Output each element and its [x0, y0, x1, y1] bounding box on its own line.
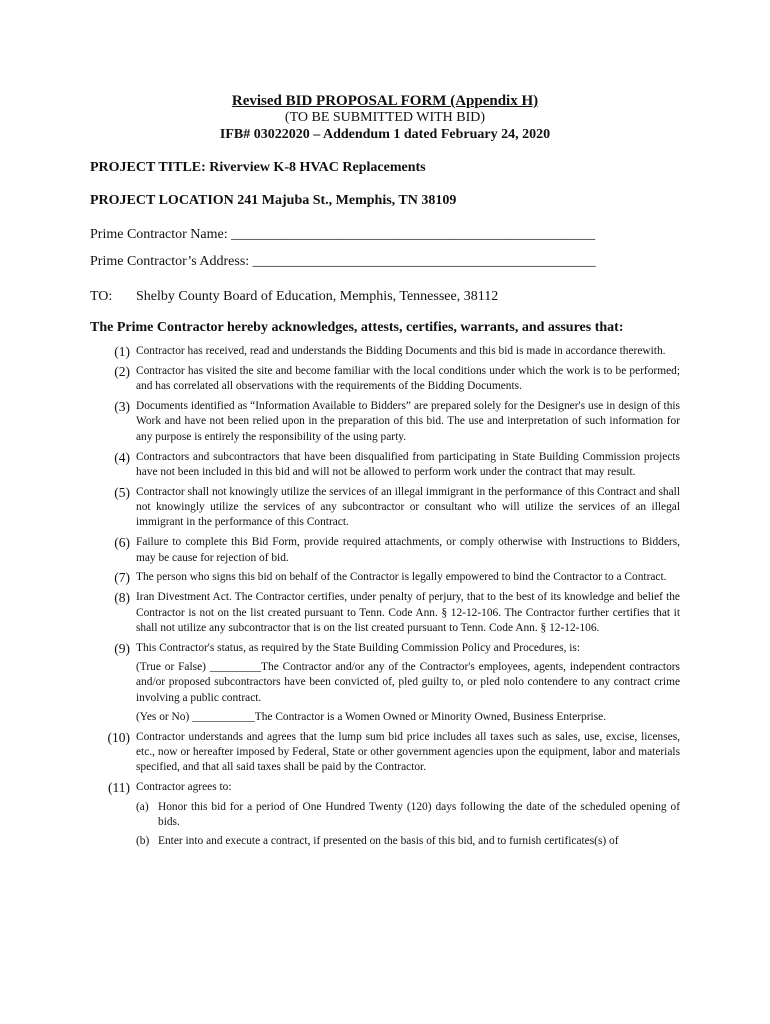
- item-number: (2): [114, 363, 130, 379]
- list-item: [90, 485, 680, 531]
- list-item: [90, 535, 680, 566]
- sub-item: [136, 834, 680, 849]
- to-recipient: Shelby County Board of Education, Memphis, Tennessee, 38112: [136, 289, 499, 304]
- item-text: Failure to complete this Bid Form, provide required attachments, or comply otherwise with Instructions to Bidders, may be cause for rejection of bid.: [136, 536, 680, 564]
- item-number: (5): [114, 484, 130, 500]
- item-number: (1): [114, 344, 130, 359]
- terms-list: [90, 344, 680, 854]
- sub-item-letter: (b): [136, 835, 150, 848]
- item-text: Documents identified as “Information Available to Bidders” are prepared solely for the Designer's use in design of this Work and have not been relied upon in the preparation of this bid. The use and interpretation of such information for any purpose is entirely the responsibility of the using party.: [136, 400, 680, 443]
- list-item: [90, 570, 680, 585]
- form-title: Revised BID PROPOSAL FORM (Appendix H): [231, 93, 539, 109]
- list-item: [90, 730, 680, 776]
- item-number: (3): [114, 399, 130, 415]
- list-item: [90, 399, 680, 445]
- sub-item-text: Enter into and execute a contract, if presented on the basis of this bid, and to furnish certificates(s) of: [158, 835, 619, 848]
- sub-item-text: Honor this bid for a period of One Hundred Twenty (120) days following the date of the scheduled opening of bids.: [158, 800, 680, 828]
- item-text: Contractor understands and agrees that the lump sum bid price includes all taxes such as sales, use, excise, licenses, etc., now or hereafter imposed by Federal, State or other government agencies upon the equipment, labor and materials specified, and that all said taxes shall be paid by the Contractor.: [136, 730, 680, 774]
- list-item: [90, 450, 680, 481]
- item-text: Contractor has visited the site and become familiar with the local conditions under which the work is to be performed; and has correlated all observations with the requirements of the Bidding Documents.: [136, 364, 680, 393]
- item-text: Contractors and subcontractors that have been disqualified from participating in State Building Commission projects have not been included in this bid and will not be allowed to perform work under the contract that may result.: [136, 450, 680, 478]
- status-true-false-text: (True or False) _________The Contractor and/or any of the Contractor's employees, agents, independent contractors and/or proposed subcontractors have been convicted of, pled guilty to, or pled nolo contendere to any contract crime involving a public contract.: [136, 661, 680, 704]
- project-title: PROJECT TITLE: Riverview K-8 HVAC Replacements: [90, 160, 426, 175]
- item-number: (10): [107, 729, 130, 745]
- list-item: [90, 641, 680, 725]
- list-item: [90, 344, 680, 359]
- item-text: Contractor has received, read and understands the Bidding Documents and this bid is made in accordance therewith.: [136, 345, 666, 357]
- form-subtitle: (TO BE SUBMITTED WITH BID): [284, 110, 486, 125]
- contractor-address-field: Prime Contractor’s Address: _________________________________________________: [90, 254, 596, 269]
- to-label: TO:: [90, 289, 113, 304]
- list-item: [90, 590, 680, 636]
- item-number: (6): [114, 535, 130, 551]
- item-number: (11): [108, 780, 130, 796]
- sub-item-letter: (a): [136, 800, 149, 813]
- item-number: (4): [114, 449, 130, 465]
- item-text: This Contractor's status, as required by the State Building Commission Policy and Procedures, is:: [136, 641, 581, 654]
- status-yes-no-text: (Yes or No) ___________The Contractor is a Women Owned or Minority Owned, Business Enterprise.: [136, 710, 607, 723]
- sub-item: [136, 800, 680, 831]
- list-item: [90, 780, 680, 849]
- item-text: Iran Divestment Act. The Contractor certifies, under penalty of perjury, that to the best of its knowledge and belief the Contractor is not on the list created pursuant to Tenn. Code Ann. § 12-12-106. The Contractor further certifies that it shall not utilize any subcontractor that is on the list created pursuant to Tenn. Code Ann. § 12-12-106.: [136, 591, 680, 634]
- item-number: (8): [114, 590, 130, 606]
- ifb-line: IFB# 03022020 – Addendum 1 dated February 24, 2020: [219, 127, 551, 142]
- item-text: The person who signs this bid on behalf of the Contractor is legally empowered to bind the Contractor to a Contract.: [136, 571, 667, 584]
- acknowledgement-heading: The Prime Contractor hereby acknowledges, attests, certifies, warrants, and assures that:: [90, 320, 624, 335]
- item-number: (7): [114, 570, 130, 586]
- item-text: Contractor agrees to:: [136, 781, 232, 794]
- contractor-name-field: Prime Contractor Name: ____________________________________________________: [90, 227, 596, 242]
- list-item: [90, 364, 680, 395]
- project-location: PROJECT LOCATION 241 Majuba St., Memphis, TN 38109: [90, 193, 457, 208]
- item-text: Contractor shall not knowingly utilize the services of an illegal immigrant in the performance of this Contract and shall not knowingly utilize the services of any subcontractor or consultant who will utilize the services of an illegal immigrant in the performance of this Contract.: [136, 485, 680, 529]
- item-number: (9): [114, 640, 130, 656]
